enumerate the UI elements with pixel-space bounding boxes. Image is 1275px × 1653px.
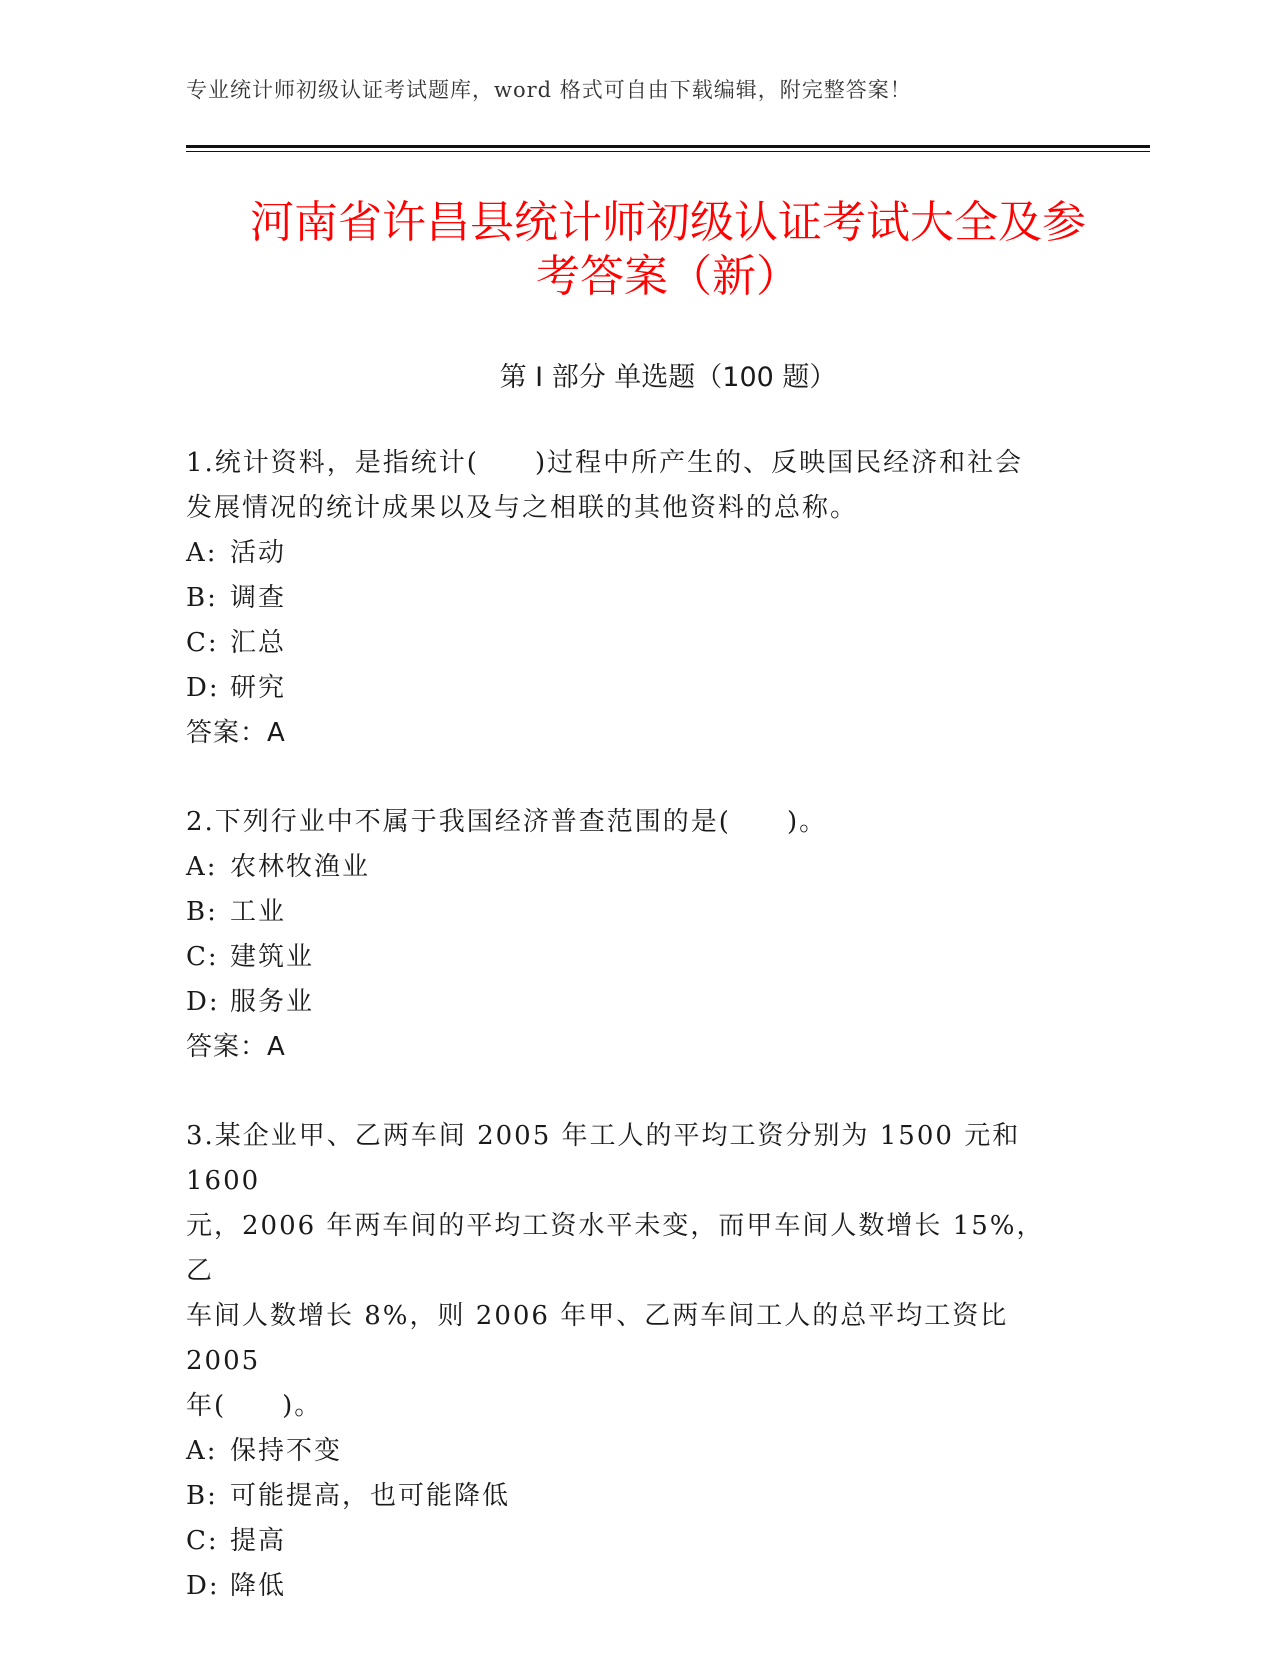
- question-stem-line: 年( )。: [186, 1391, 323, 1421]
- section-title: 第 I 部分 单选题（100 题）: [499, 362, 837, 393]
- question-stem-line: 3.某企业甲、乙两车间 2005 年工人的平均工资分别为 1500 元和 1600: [186, 1121, 1021, 1196]
- option-label: B:: [186, 583, 218, 613]
- option-label: A:: [186, 852, 218, 882]
- option-label: D:: [186, 987, 220, 1017]
- option-label: A:: [186, 538, 218, 568]
- option-b: [186, 576, 1066, 621]
- option-c: [186, 1519, 1066, 1564]
- option-text: 可能提高，也可能降低: [230, 1481, 511, 1511]
- option-d: [186, 666, 1066, 711]
- option-label: C:: [186, 1526, 219, 1556]
- option-a: [186, 1429, 1066, 1474]
- option-a: [186, 845, 1066, 890]
- document-title-line-1: 河南省许昌县统计师初级认证考试大全及参: [250, 197, 1086, 248]
- question-stem-line: 发展情况的统计成果以及与之相联的其他资料的总称。: [186, 493, 859, 523]
- question-stem-line: 车间人数增长 8%，则 2006 年甲、乙两车间工人的总平均工资比 2005: [186, 1301, 1009, 1376]
- header-note: 专业统计师初级认证考试题库，word 格式可自由下载编辑，附完整答案！: [186, 78, 912, 102]
- option-label: B:: [186, 897, 218, 927]
- header-rule-thin: [186, 151, 1150, 152]
- option-c: [186, 621, 1066, 666]
- option-c: [186, 935, 1066, 980]
- option-label: C:: [186, 628, 219, 658]
- option-d: [186, 1564, 1066, 1609]
- option-a: [186, 531, 1066, 576]
- option-text: 工业: [230, 897, 287, 927]
- header-rule-thick: [186, 145, 1150, 148]
- option-text: 农林牧渔业: [230, 852, 371, 882]
- option-label: D:: [186, 1571, 220, 1601]
- question-stem-line: 1.统计资料，是指统计( )过程中所产生的、反映国民经济和社会: [186, 448, 1024, 478]
- question-stem-line: 2.下列行业中不属于我国经济普查范围的是( )。: [186, 807, 828, 837]
- option-d: [186, 980, 1066, 1025]
- option-text: 汇总: [230, 628, 287, 658]
- option-text: 调查: [230, 583, 287, 613]
- answer-line: 答案：A: [186, 718, 286, 748]
- question-2: [186, 800, 1066, 1070]
- question-1: [186, 441, 1066, 756]
- option-text: 研究: [230, 673, 287, 703]
- option-label: A:: [186, 1436, 218, 1466]
- option-b: [186, 1474, 1066, 1519]
- question-stem-line: 元，2006 年两车间的平均工资水平未变，而甲车间人数增长 15%，乙: [186, 1211, 1045, 1286]
- option-text: 活动: [230, 538, 287, 568]
- option-text: 服务业: [230, 987, 315, 1017]
- option-label: C:: [186, 942, 219, 972]
- question-3: [186, 1114, 1066, 1609]
- option-text: 提高: [230, 1526, 287, 1556]
- option-label: D:: [186, 673, 220, 703]
- question-list: [186, 441, 1066, 1653]
- option-text: 降低: [230, 1571, 287, 1601]
- option-label: B:: [186, 1481, 218, 1511]
- document-title-line-2: 考答案（新）: [536, 251, 800, 302]
- option-text: 建筑业: [230, 942, 315, 972]
- answer-line: 答案：A: [186, 1032, 286, 1062]
- option-b: [186, 890, 1066, 935]
- document-title: [186, 196, 1150, 304]
- option-text: 保持不变: [230, 1436, 343, 1466]
